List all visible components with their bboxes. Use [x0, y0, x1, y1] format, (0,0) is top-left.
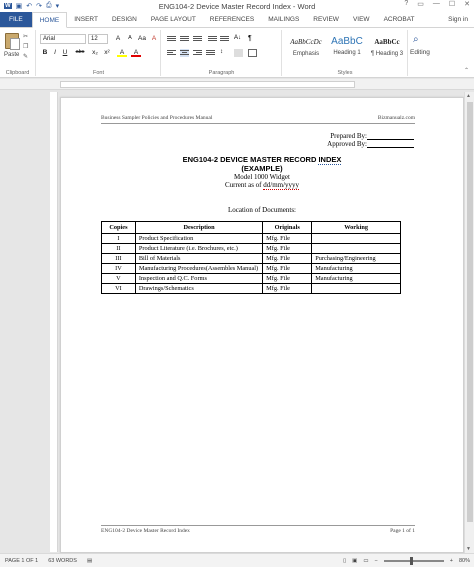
help-icon[interactable]: ? [404, 0, 409, 7]
editing-group [409, 30, 439, 76]
table-row [102, 234, 401, 244]
strikethrough-button[interactable]: abc [75, 49, 85, 55]
web-layout-icon[interactable]: ▭ [363, 557, 369, 564]
styles-group [283, 30, 408, 76]
table-row [102, 284, 401, 294]
align-center-icon[interactable] [180, 49, 189, 57]
table-header-row [102, 222, 401, 234]
current-as-of-label: Current as of [224, 181, 262, 189]
subscript-button[interactable]: x₂ [92, 49, 98, 56]
paste-icon[interactable] [5, 33, 19, 49]
scroll-up-icon[interactable]: ▲ [466, 93, 471, 99]
cell-description: Drawings/Schematics [135, 284, 262, 294]
style-heading-3-name: ¶ Heading 3 [370, 51, 404, 57]
header-right-text: Bizmanualz.com [377, 115, 415, 121]
table-row [102, 264, 401, 274]
style-emphasis-preview: AaBbCcDc [290, 38, 322, 46]
page-count[interactable]: PAGE 1 OF 1 [5, 557, 39, 564]
grow-font-icon[interactable]: A [115, 35, 121, 42]
cell-copies: IV [102, 264, 136, 274]
prepared-by-line [330, 132, 414, 140]
page-footer [101, 525, 415, 534]
style-emphasis-name: Emphasis [292, 51, 320, 57]
vertical-ruler[interactable] [50, 92, 58, 552]
shrink-font-icon[interactable]: A [128, 35, 132, 41]
increase-indent-icon[interactable] [220, 35, 229, 43]
cell-originals: Mfg. File [263, 244, 312, 254]
read-mode-icon[interactable]: ▯ [343, 557, 347, 564]
status-bar [0, 553, 474, 567]
cell-working [312, 234, 401, 244]
font-size-select[interactable]: 12 [88, 34, 108, 44]
cell-working: Manufacturing [312, 264, 401, 274]
ribbon [0, 28, 474, 78]
footer-left-text: ENG104-2 Device Master Record Index [101, 528, 190, 534]
align-right-icon[interactable] [193, 49, 202, 57]
maximize-icon[interactable]: ☐ [448, 1, 456, 8]
quick-access-toolbar [0, 2, 70, 10]
header-originals: Originals [263, 222, 312, 234]
ruler-text-area [60, 81, 355, 88]
tab-view[interactable]: VIEW [352, 16, 370, 23]
header-working: Working [312, 222, 401, 234]
zoom-slider-thumb[interactable] [410, 557, 413, 565]
cell-description: Manufacturing Procedures(Assembles Manual) [135, 264, 262, 274]
cell-description: Bill of Materials [135, 254, 262, 264]
approved-by-label: Approved By: [327, 140, 367, 148]
line-spacing-icon[interactable]: ↕ [220, 49, 223, 55]
find-icon[interactable]: ⌕ [413, 34, 419, 45]
zoom-out-icon[interactable]: − [374, 557, 378, 564]
font-color-button[interactable]: A [131, 48, 141, 57]
document-title-example: (EXAMPLE) [241, 164, 283, 173]
shading-icon[interactable] [234, 49, 243, 57]
print-icon[interactable]: ⎙ [46, 2, 52, 9]
copy-icon[interactable]: ❐ [23, 44, 29, 50]
title-bar [0, 0, 474, 12]
save-icon[interactable]: ▣ [15, 3, 23, 10]
sign-in-link[interactable]: Sign in [448, 16, 468, 23]
cell-working: Purchasing/Engineering [312, 254, 401, 264]
location-label: Location of Documents: [227, 206, 297, 214]
cut-icon[interactable]: ✂ [23, 34, 29, 40]
bold-button[interactable]: B [42, 49, 48, 56]
cell-description: Product Literature (i.e. Brochures, etc.) [135, 244, 262, 254]
minimize-icon[interactable]: — [432, 0, 440, 7]
style-heading-3-preview: AaBbCc [374, 38, 400, 46]
cell-copies: II [102, 244, 136, 254]
document-title-index: INDEX [318, 155, 342, 164]
paragraph-group [162, 30, 282, 76]
style-emphasis[interactable] [286, 34, 326, 64]
cell-originals: Mfg. File [263, 274, 312, 284]
format-painter-icon[interactable]: ✎ [23, 54, 29, 60]
word-count[interactable]: 63 WORDS [48, 557, 77, 564]
window-title: ENG104-2 Device Master Record Index - Word [158, 1, 316, 11]
superscript-button[interactable]: x² [104, 49, 110, 56]
header-description: Description [135, 222, 262, 234]
change-case-icon[interactable]: Aa [138, 35, 146, 42]
clipboard-group-label: Clipboard [5, 70, 30, 76]
clipboard-group [0, 30, 36, 76]
vertical-scrollbar[interactable] [464, 92, 474, 553]
underline-button[interactable]: U [62, 49, 68, 56]
close-icon[interactable]: ✕ [464, 1, 470, 8]
current-as-of-line [61, 181, 463, 189]
horizontal-ruler[interactable] [0, 79, 474, 90]
font-group-label: Font [92, 70, 104, 76]
window-controls [404, 0, 470, 8]
numbering-icon[interactable] [180, 35, 189, 43]
sort-icon[interactable]: A↓ [234, 35, 242, 41]
tab-page-layout[interactable]: PAGE LAYOUT [150, 16, 196, 23]
cell-working [312, 284, 401, 294]
ribbon-display-icon[interactable]: ▭ [417, 1, 424, 8]
undo-icon[interactable]: ↶ [26, 3, 33, 10]
collapse-ribbon-icon[interactable]: ⌃ [463, 68, 469, 74]
table-row [102, 274, 401, 284]
cell-copies: V [102, 274, 136, 284]
cell-originals: Mfg. File [263, 234, 312, 244]
align-left-icon[interactable] [167, 49, 176, 57]
cell-copies: III [102, 254, 136, 264]
borders-icon[interactable] [248, 49, 257, 57]
cell-description: Product Specification [135, 234, 262, 244]
page-header [101, 115, 415, 124]
print-layout-icon[interactable]: ▣ [352, 557, 358, 564]
footer-right-text: Page 1 of 1 [390, 528, 415, 534]
table-row [102, 254, 401, 264]
cell-working [312, 244, 401, 254]
cell-description: Inspection and Q.C. Forms [135, 274, 262, 284]
font-group [37, 30, 161, 76]
header-copies: Copies [102, 222, 136, 234]
cell-originals: Mfg. File [263, 254, 312, 264]
cell-originals: Mfg. File [263, 284, 312, 294]
prepared-by-label: Prepared By: [330, 132, 367, 140]
tab-acrobat[interactable]: ACROBAT [383, 16, 415, 23]
tab-review[interactable]: REVIEW [313, 16, 339, 23]
paste-button[interactable]: Paste [4, 52, 20, 58]
ribbon-tabs [0, 12, 474, 28]
document-title [61, 155, 463, 164]
highlight-color-button[interactable]: A [117, 48, 127, 57]
font-name-select[interactable]: Arial [40, 34, 86, 44]
scrollbar-thumb[interactable] [467, 102, 473, 522]
tab-home[interactable]: HOME [32, 12, 68, 28]
tab-design[interactable]: DESIGN [111, 16, 137, 23]
style-heading-1[interactable] [327, 34, 367, 64]
zoom-level[interactable]: 80% [458, 557, 470, 564]
word-logo-icon: W [5, 3, 11, 9]
styles-group-label: Styles [337, 70, 353, 76]
cell-copies: VI [102, 284, 136, 294]
proofing-icon[interactable]: ▤ [86, 557, 93, 564]
tab-insert[interactable]: INSERT [74, 16, 98, 23]
cell-originals: Mfg. File [263, 264, 312, 274]
approved-by-line [327, 140, 414, 148]
customize-qat-icon[interactable]: ▾ [55, 3, 60, 10]
style-heading-1-preview: AaBbC [331, 36, 363, 47]
tab-file[interactable]: FILE [0, 12, 32, 27]
tab-references[interactable]: REFERENCES [209, 16, 255, 23]
document-page[interactable] [60, 97, 464, 553]
multilevel-list-icon[interactable] [193, 35, 202, 43]
italic-button[interactable]: I [54, 49, 56, 56]
zoom-slider[interactable] [384, 560, 444, 562]
tab-mailings[interactable]: MAILINGS [268, 16, 300, 23]
document-title-main: ENG104-2 DEVICE MASTER RECORD [182, 155, 317, 164]
header-left-text: Business Sampler Policies and Procedures Manual [101, 115, 213, 121]
decrease-indent-icon[interactable] [208, 35, 217, 43]
show-marks-icon[interactable]: ¶ [248, 35, 252, 42]
bullets-icon[interactable] [167, 35, 176, 43]
paragraph-group-label: Paragraph [208, 70, 235, 76]
style-heading-1-name: Heading 1 [333, 50, 361, 56]
editing-button[interactable]: Editing [410, 49, 430, 56]
style-heading-3[interactable] [367, 34, 407, 64]
current-as-of-date: dd/mm/yyyy [263, 181, 300, 189]
table-row [102, 244, 401, 254]
model-text: Model 1000 Widget [234, 173, 290, 181]
redo-icon[interactable]: ↷ [36, 3, 43, 10]
clear-formatting-icon[interactable]: A [151, 35, 157, 42]
scroll-down-icon[interactable]: ▼ [466, 546, 471, 552]
zoom-in-icon[interactable]: + [449, 557, 453, 564]
location-table [101, 221, 401, 294]
cell-working: Manufacturing [312, 274, 401, 284]
status-right [343, 558, 474, 564]
justify-icon[interactable] [206, 49, 215, 57]
cell-copies: I [102, 234, 136, 244]
